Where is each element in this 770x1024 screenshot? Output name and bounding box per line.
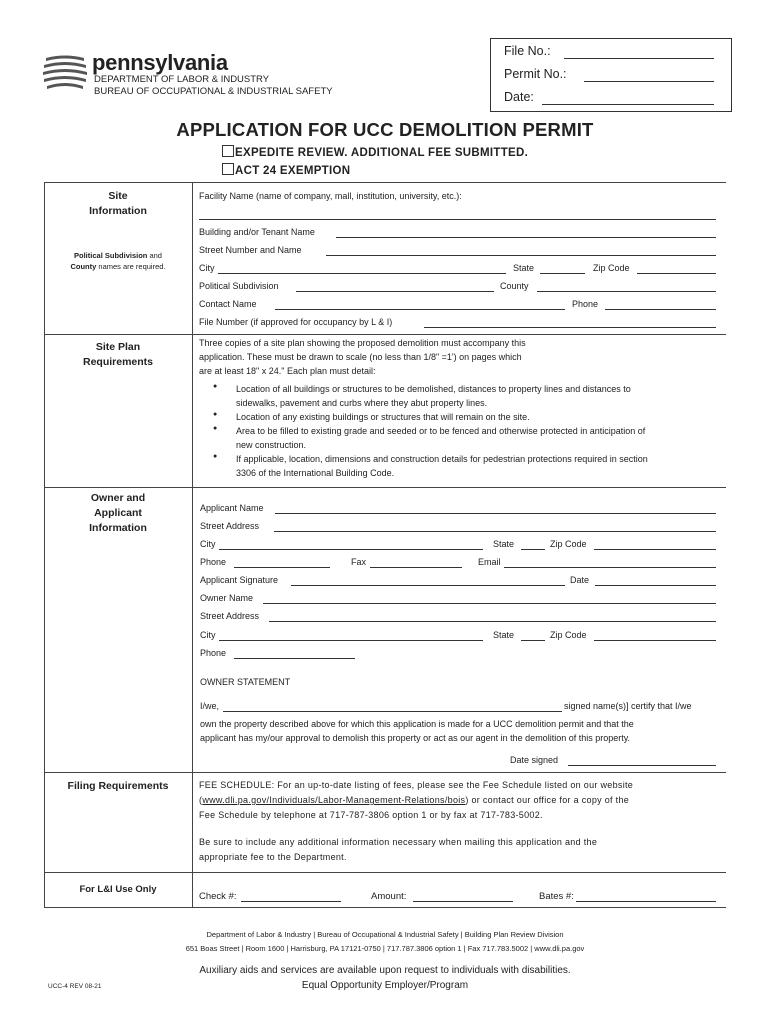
county-label: County	[500, 281, 529, 291]
owner-zip-label: Zip Code	[550, 630, 587, 640]
logo-wordmark: pennsylvania	[92, 50, 228, 75]
contact-name-field[interactable]	[275, 309, 565, 310]
filing-requirements-heading: Filing Requirements	[67, 780, 169, 792]
applicant-name-label: Applicant Name	[200, 503, 264, 513]
phone-field[interactable]	[234, 567, 330, 568]
owner-statement-line: own the property described above for which this application is made for a UCC demolition permit and that the	[200, 719, 634, 729]
email-field[interactable]	[504, 567, 716, 568]
date-label: Date:	[504, 90, 534, 104]
auxiliary-aids-note: Auxiliary aids and services are available upon request to individuals with disabilities.	[199, 965, 571, 976]
state-field[interactable]	[540, 273, 585, 274]
date-field[interactable]	[542, 104, 714, 105]
zip-field[interactable]	[637, 273, 716, 274]
page-title: APPLICATION FOR UCC DEMOLITION PERMIT	[176, 119, 594, 140]
date-signed-field[interactable]	[568, 765, 716, 766]
site-plan-item: Area to be filled to existing grade and seeded or to be fenced and otherwise protected in anticipation of new construction.	[236, 426, 646, 450]
permit-no-label: Permit No.:	[504, 67, 567, 81]
owner-statement-title: OWNER STATEMENT	[200, 677, 291, 687]
check-number-field[interactable]	[241, 901, 341, 902]
street-label: Street Number and Name	[199, 245, 302, 255]
city-field[interactable]	[219, 549, 483, 550]
li-use-heading: For L&I Use Only	[79, 884, 157, 895]
footer-contact-line: 651 Boas Street | Room 1600 | Harrisburg, PA 17121-0750 | 717.787.3806 option 1 | Fax 717.783.5002 | www.dli.pa.gov	[185, 944, 585, 953]
owner-street-field[interactable]	[269, 621, 716, 622]
owner-state-field[interactable]	[521, 640, 545, 641]
owner-name-field[interactable]	[263, 603, 716, 604]
owner-phone-field[interactable]	[234, 658, 355, 659]
state-field[interactable]	[521, 549, 545, 550]
zip-label: Zip Code	[550, 539, 587, 549]
street-address-label: Street Address	[200, 521, 260, 531]
owner-phone-label: Phone	[200, 648, 227, 658]
city-label: City	[199, 263, 215, 273]
site-plan-item: Location of any existing buildings or structures that will remain on the site.	[236, 412, 530, 422]
file-no-field[interactable]	[564, 58, 714, 59]
expedite-checkbox[interactable]	[222, 145, 234, 157]
file-no-label: File No.:	[504, 44, 551, 58]
act24-checkbox[interactable]	[222, 163, 234, 175]
amount-label: Amount:	[371, 891, 407, 902]
political-subdivision-field[interactable]	[296, 291, 494, 292]
bureau-name: BUREAU OF OCCUPATIONAL & INDUSTRIAL SAFETY	[94, 86, 333, 97]
check-number-label: Check #:	[199, 891, 237, 902]
building-tenant-label: Building and/or Tenant Name	[199, 227, 315, 237]
state-label: State	[493, 539, 515, 549]
phone-label: Phone	[572, 299, 599, 309]
row-rule	[44, 334, 726, 335]
street-address-field[interactable]	[274, 531, 716, 532]
contact-name-label: Contact Name	[199, 299, 257, 309]
pennsylvania-logo-icon	[42, 52, 88, 94]
bois-website-link[interactable]: www.dli.pa.gov/Individuals/Labor-Management-Relations/bois	[202, 795, 466, 805]
owner-applicant-heading: Owner and Applicant Information	[89, 492, 147, 534]
table-top-rule	[44, 182, 726, 183]
form-id: UCC-4 REV 08-21	[48, 983, 102, 990]
applicant-name-field[interactable]	[275, 513, 716, 514]
state-label: State	[513, 263, 535, 273]
fax-label: Fax	[351, 557, 367, 567]
date-signed-label: Date signed	[510, 755, 559, 765]
expedite-option	[222, 145, 528, 159]
table-left-border	[44, 182, 45, 907]
site-plan-heading: Site Plan Requirements	[82, 341, 154, 368]
bullet-icon: ●	[213, 383, 218, 390]
owner-state-label: State	[493, 630, 515, 640]
political-subdivision-label: Political Subdivision	[199, 281, 279, 291]
amount-field[interactable]	[413, 901, 513, 902]
file-info-box	[490, 38, 732, 112]
site-plan-intro: Three copies of a site plan showing the proposed demolition must accompany this application. These must be drawn to scale (no less than 1/8" =1') on pages which are at least 18" x 24." Each plan must detail:	[199, 338, 526, 376]
zip-label: Zip Code	[593, 263, 630, 273]
owner-statement-line: applicant has my/our approval to demolish this property or act as our agent in the demolition of this property.	[200, 733, 631, 743]
act24-option	[222, 163, 350, 177]
act24-label: ACT 24 EXEMPTION	[235, 165, 351, 177]
city-field[interactable]	[218, 273, 506, 274]
bullet-icon: ●	[213, 425, 218, 432]
file-number-field[interactable]	[424, 327, 716, 328]
date-label: Date	[570, 575, 590, 585]
facility-name-field[interactable]	[199, 219, 716, 220]
site-plan-item: If applicable, location, dimensions and construction details for pedestrian protections required in section 3306 of the International Building Code.	[236, 454, 648, 478]
city-label: City	[200, 539, 216, 549]
permit-no-field[interactable]	[584, 81, 714, 82]
bullet-icon: ●	[213, 411, 218, 418]
phone-label: Phone	[200, 557, 227, 567]
owner-name-label: Owner Name	[200, 593, 254, 603]
row-rule	[44, 772, 726, 773]
footer-address-line: Department of Labor & Industry | Bureau of Occupational & Industrial Safety | Building Plan Review Division	[206, 930, 564, 939]
mailing-instructions: Be sure to include any additional information necessary when mailing this application and the appropriate fee to the Department.	[199, 837, 598, 862]
site-info-note: Political Subdivision and County names are required.	[70, 251, 166, 271]
certify-text: signed name(s)] certify that I/we	[564, 701, 692, 711]
bates-number-label: Bates #:	[539, 891, 574, 902]
expedite-label: EXPEDITE REVIEW. ADDITIONAL FEE SUBMITTED.	[235, 147, 529, 159]
fax-field[interactable]	[370, 567, 462, 568]
owner-city-label: City	[200, 630, 216, 640]
phone-field[interactable]	[605, 309, 716, 310]
dept-name: DEPARTMENT OF LABOR & INDUSTRY	[94, 74, 270, 85]
bullet-icon: ●	[213, 453, 218, 460]
owner-street-label: Street Address	[200, 611, 260, 621]
site-plan-item: Location of all buildings or structures to be demolished, distances to property lines and distances to sidewalks, pavement and curbs where they abut property lines.	[236, 384, 631, 408]
column-divider	[192, 182, 193, 907]
owner-city-field[interactable]	[219, 640, 483, 641]
facility-name-label: Facility Name (name of company, mall, institution, university, etc.):	[199, 191, 462, 201]
date-field[interactable]	[595, 585, 716, 586]
owner-signed-names-field[interactable]	[223, 711, 562, 712]
row-rule	[44, 487, 726, 488]
county-field[interactable]	[537, 291, 716, 292]
email-label: Email	[478, 557, 501, 567]
applicant-signature-label: Applicant Signature	[200, 575, 279, 585]
site-info-heading: Site Information	[89, 190, 147, 217]
street-field[interactable]	[326, 255, 716, 256]
file-number-label: File Number (if approved for occupancy by L & I)	[199, 317, 393, 327]
equal-opportunity-note: Equal Opportunity Employer/Program	[301, 980, 469, 991]
iwe-label: I/we,	[200, 701, 220, 711]
row-rule	[44, 872, 726, 873]
applicant-signature-field[interactable]	[291, 585, 565, 586]
zip-field[interactable]	[594, 549, 716, 550]
building-tenant-field[interactable]	[336, 237, 716, 238]
table-bottom-rule	[44, 907, 726, 908]
bates-number-field[interactable]	[576, 901, 716, 902]
owner-zip-field[interactable]	[594, 640, 716, 641]
fee-schedule-text: FEE SCHEDULE: For an up-to-date listing of fees, please see the Fee Schedule listed on our website (www.dli.pa.gov/Individuals/Labor-Management-Relations/bois) or contact our office for a copy of the Fee Schedule by telephone at 717-787-3806 option 1 or by fax at 717-783-5002.	[199, 780, 634, 820]
